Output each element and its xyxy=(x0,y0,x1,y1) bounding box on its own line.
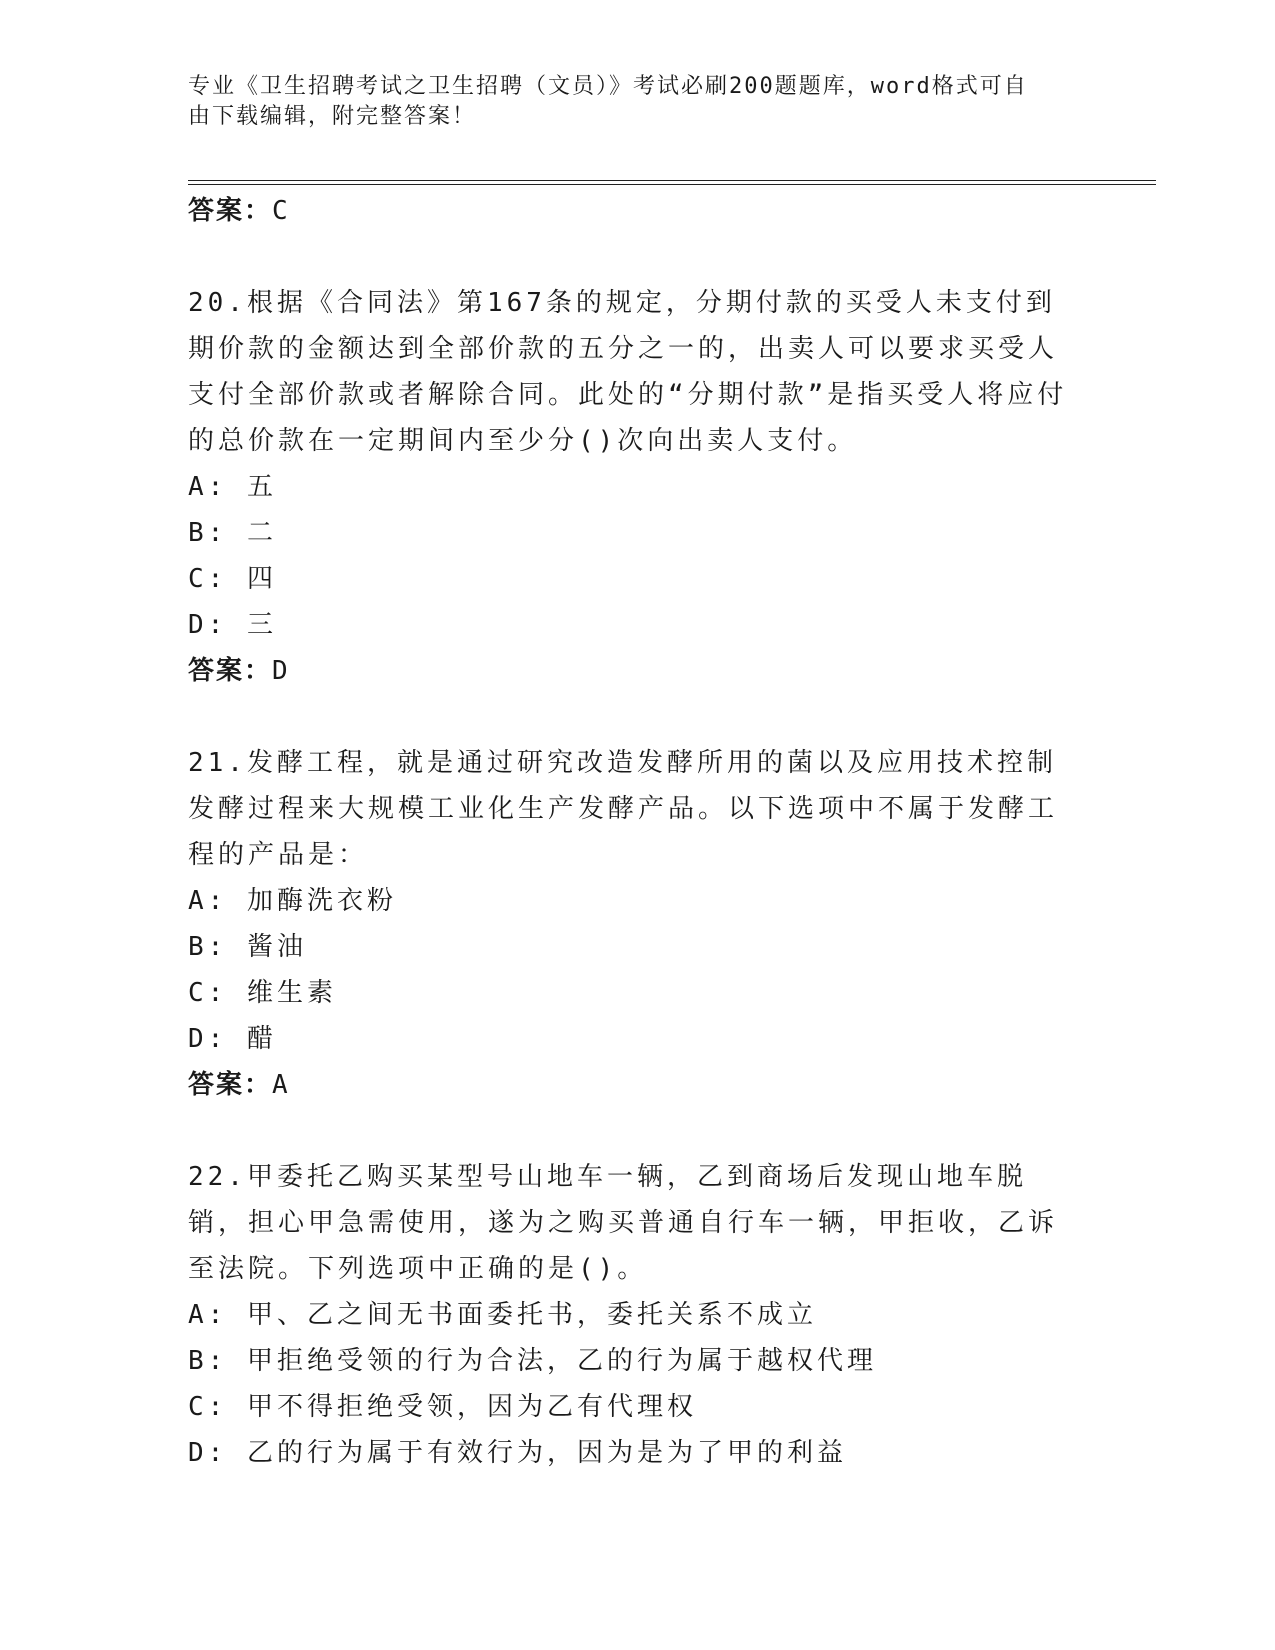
option-key: D: xyxy=(188,1438,228,1468)
question-text: 根据《合同法》第167条的规定，分期付款的买受人未支付到期价款的金额达到全部价款的五分之一的，出卖人可以要求买受人支付全部价款或者解除合同。此处的“分期付款”是指买受人将应付的总价款在一定期间内至少分()次向出卖人支付。 xyxy=(188,288,1068,456)
option-key: D: xyxy=(188,610,228,640)
option-key: A: xyxy=(188,886,228,916)
option-a xyxy=(188,1292,1078,1338)
header-divider-top xyxy=(188,180,1156,181)
question-text: 发酵工程，就是通过研究改造发酵所用的菌以及应用技术控制发酵过程来大规模工业化生产发酵产品。以下选项中不属于发酵工程的产品是： xyxy=(188,748,1059,870)
option-c xyxy=(188,1384,1078,1430)
answer-label: 答案： xyxy=(188,1070,273,1100)
question-list xyxy=(188,188,1078,1476)
answer-value: D xyxy=(272,656,290,686)
question-number: 21. xyxy=(188,748,247,778)
option-b xyxy=(188,924,1078,970)
question-block xyxy=(188,1154,1078,1476)
option-c xyxy=(188,556,1078,602)
spacer xyxy=(188,694,1078,740)
answer-value: C xyxy=(272,196,290,226)
option-text: 甲拒绝受领的行为合法，乙的行为属于越权代理 xyxy=(246,1346,877,1376)
option-c xyxy=(188,970,1078,1016)
option-key: A: xyxy=(188,472,228,502)
spacer xyxy=(188,234,1078,280)
header-divider-bottom xyxy=(188,184,1156,185)
option-text: 维生素 xyxy=(246,978,337,1008)
answer-value: A xyxy=(272,1070,290,1100)
question-number: 20. xyxy=(188,288,247,318)
option-text: 甲不得拒绝受领，因为乙有代理权 xyxy=(246,1392,697,1422)
option-text: 二 xyxy=(246,518,277,548)
option-text: 酱油 xyxy=(246,932,307,962)
option-key: B: xyxy=(188,932,228,962)
option-key: A: xyxy=(188,1300,228,1330)
option-key: D: xyxy=(188,1024,228,1054)
question-stem xyxy=(188,280,1078,464)
option-key: C: xyxy=(188,564,228,594)
header-title-line-2: 由下载编辑，附完整答案！ xyxy=(188,104,477,129)
answer-label: 答案： xyxy=(188,656,273,686)
option-text: 乙的行为属于有效行为，因为是为了甲的利益 xyxy=(246,1438,847,1468)
option-text: 加酶洗衣粉 xyxy=(246,886,397,916)
option-text: 醋 xyxy=(246,1024,277,1054)
option-key: C: xyxy=(188,1392,228,1422)
question-text: 甲委托乙购买某型号山地车一辆，乙到商场后发现山地车脱销，担心甲急需使用，遂为之购买普通自行车一辆，甲拒收，乙诉至法院。下列选项中正确的是()。 xyxy=(188,1162,1059,1284)
option-a xyxy=(188,878,1078,924)
header-title-line-1: 专业《卫生招聘考试之卫生招聘（文员）》考试必刷200题题库，word格式可自 xyxy=(188,74,1028,99)
question-block xyxy=(188,740,1078,1108)
answer-label: 答案： xyxy=(188,196,273,226)
option-key: B: xyxy=(188,518,228,548)
answer-line xyxy=(188,1062,1078,1108)
answer-line xyxy=(188,188,1078,234)
option-key: B: xyxy=(188,1346,228,1376)
option-text: 甲、乙之间无书面委托书，委托关系不成立 xyxy=(246,1300,817,1330)
answer-line xyxy=(188,648,1078,694)
option-b xyxy=(188,1338,1078,1384)
page-header xyxy=(188,72,1068,132)
question-stem xyxy=(188,1154,1078,1292)
option-text: 四 xyxy=(246,564,277,594)
option-a xyxy=(188,464,1078,510)
option-text: 三 xyxy=(246,610,277,640)
option-d xyxy=(188,602,1078,648)
option-d xyxy=(188,1016,1078,1062)
question-number: 22. xyxy=(188,1162,247,1192)
option-d xyxy=(188,1430,1078,1476)
option-key: C: xyxy=(188,978,228,1008)
option-b xyxy=(188,510,1078,556)
question-block xyxy=(188,280,1078,694)
question-stem xyxy=(188,740,1078,878)
spacer xyxy=(188,1108,1078,1154)
option-text: 五 xyxy=(246,472,277,502)
